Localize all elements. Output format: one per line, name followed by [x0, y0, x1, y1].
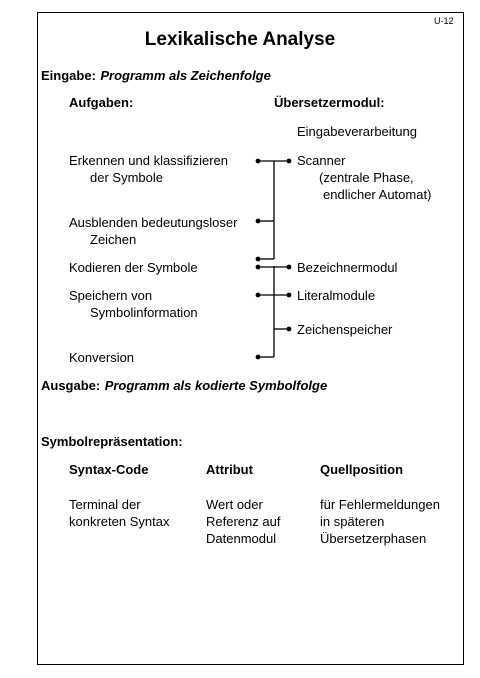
cell-line: Übersetzerphasen	[320, 531, 427, 546]
connector-dot	[287, 293, 292, 298]
task-item: Kodieren der Symbole	[69, 260, 198, 275]
connector-dot	[287, 265, 292, 270]
slide-id: U-12	[434, 16, 454, 26]
task-item: Konversion	[69, 350, 135, 365]
connector-dot	[287, 159, 292, 164]
tasks-header: Aufgaben:	[69, 95, 134, 110]
module-item: Bezeichnermodul	[297, 260, 398, 275]
cell-line: Datenmodul	[206, 531, 277, 546]
connector-dot	[256, 355, 261, 360]
module-line: (zentrale Phase,	[319, 170, 414, 185]
input-processing-label: Eingabeverarbeitung	[297, 124, 417, 139]
cell-line: Referenz auf	[206, 514, 281, 529]
connector-dot	[256, 265, 261, 270]
connector-dot	[256, 219, 261, 224]
task-line: Speichern von	[69, 288, 153, 303]
output-line	[41, 377, 327, 395]
module-item: Literalmodule	[297, 288, 376, 303]
representation-header: Symbolrepräsentation:	[41, 434, 183, 449]
output-label: Ausgabe:	[41, 378, 101, 393]
connector-dot	[256, 159, 261, 164]
table-header-quellposition: Quellposition	[320, 462, 404, 477]
page-title: Lexikalische Analyse	[144, 29, 336, 50]
task-line: Zeichen	[90, 232, 137, 247]
cell-line: konkreten Syntax	[69, 514, 170, 529]
cell-line: Terminal der	[69, 497, 141, 512]
table-header-syntax-code: Syntax-Code	[69, 462, 149, 477]
task-line: der Symbole	[90, 170, 163, 185]
table-cell-syntax-code	[69, 496, 169, 530]
cell-line: Wert oder	[206, 497, 263, 512]
input-label: Eingabe:	[41, 68, 96, 83]
task-line: Symbolinformation	[90, 305, 198, 320]
task-line: Ausblenden bedeutungsloser	[69, 215, 238, 230]
module-line: Scanner	[297, 153, 346, 168]
input-value: Programm als Zeichenfolge	[100, 68, 271, 83]
table-cell-attribut	[206, 496, 280, 547]
table-cell-quellposition	[320, 496, 440, 547]
connector-dot	[256, 257, 261, 262]
connector-dot	[256, 293, 261, 298]
cell-line: in späteren	[320, 514, 385, 529]
connector-dot	[287, 327, 292, 332]
task-line: Erkennen und klassifizieren	[69, 153, 228, 168]
output-value: Programm als kodierte Symbolfolge	[104, 378, 328, 393]
module-line: endlicher Automat)	[323, 187, 432, 202]
module-item: Zeichenspeicher	[297, 322, 393, 337]
table-header-attribut: Attribut	[206, 462, 253, 477]
cell-line: für Fehlermeldungen	[320, 497, 440, 512]
modules-header: Übersetzermodul:	[274, 95, 385, 110]
